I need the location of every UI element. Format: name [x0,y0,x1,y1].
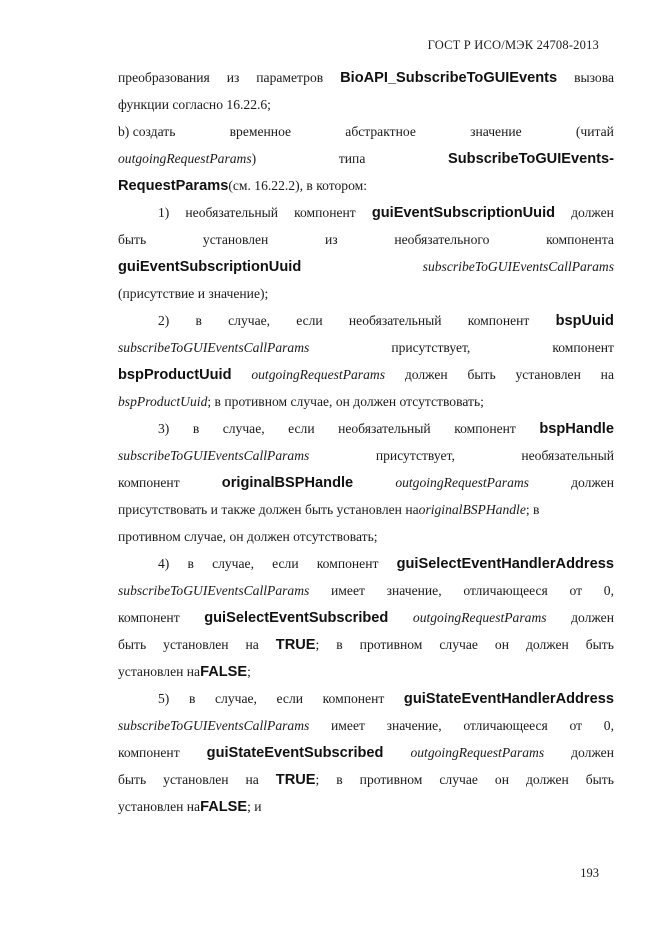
text-line [118,739,614,766]
fragment-text: необязательный [338,421,431,436]
fragment-text: необязательный [521,448,614,463]
text-line [118,226,614,253]
text-line [118,307,614,334]
text-fragment [118,631,146,658]
fragment-text: ; в [525,502,540,517]
fragment-text: subscribeToGUIEventsCallParams [118,448,310,463]
text-fragment [118,91,271,118]
fragment-text: параметров [256,70,324,85]
text-fragment [193,415,199,442]
text-fragment [196,307,202,334]
text-fragment [391,334,470,361]
fragment-text: установлен [202,232,269,247]
text-fragment [571,604,614,631]
text-fragment [576,118,614,145]
fragment-text: guiEventSubscriptionUuid [118,259,302,275]
text-fragment [360,766,423,793]
text-fragment [118,739,180,766]
fragment-suffix: ; [315,637,320,652]
fragment-text: отличающееся [463,583,548,598]
fragment-text: компонент [322,691,385,706]
text-fragment [277,685,303,712]
text-fragment [526,631,569,658]
fragment-text: в [192,421,200,436]
text-fragment [439,631,478,658]
fragment-text: на [600,367,614,382]
fragment-text: установлен [163,772,229,787]
italic-term [118,577,309,604]
text-fragment [463,577,547,604]
fragment-text: из [324,232,338,247]
fragment-text: в [188,691,196,706]
text-line [118,496,614,523]
fragment-text: противном случае, он должен отсутствовать; [118,529,378,544]
fragment-text: FALSE [200,664,248,680]
identifier-term [397,550,614,578]
fragment-text: случае, [228,313,271,328]
text-line [118,334,614,361]
fragment-text: в [336,772,343,787]
fragment-text: имеет [331,718,365,733]
fragment-text: guiStateEventHandlerAddress [403,691,614,707]
fragment-text: значение, [386,583,442,598]
text-line [118,442,614,469]
fragment-text: 4) [158,556,170,571]
identifier-term [539,415,614,443]
fragment-text: отличающееся [463,718,548,733]
fragment-text: быть [118,637,147,652]
text-fragment [212,550,254,577]
text-fragment [158,199,169,226]
text-fragment [604,577,614,604]
italic-term [410,739,544,766]
italic-term [251,361,385,388]
identifier-term [118,253,301,281]
text-fragment [118,604,180,631]
fragment-text: случае [439,637,478,652]
text-fragment [331,577,365,604]
fragment-text: присутствует, [391,340,471,355]
fragment-text: BioAPI_SubscribeToGUIEvents [340,70,558,86]
text-line [118,361,614,388]
fragment-text: противном [359,772,423,787]
text-fragment [118,118,175,145]
fragment-text: subscribeToGUIEventsCallParams [118,718,310,733]
fragment-text: необязательный [348,313,442,328]
fragment-text: случае, [215,691,257,706]
fragment-text: установлен [163,637,229,652]
text-fragment [339,145,366,172]
fragment-text: от [569,583,583,598]
fragment-text: функции согласно 16.22.6; [118,97,271,112]
fragment-text: TRUE [275,772,316,788]
fragment-text: должен [404,367,448,382]
fragment-text: SubscribeToGUIEvents- [448,151,614,167]
fragment-text: быть [118,232,147,247]
text-fragment [571,739,614,766]
text-fragment [185,199,278,226]
text-fragment [118,793,200,820]
fragment-text: subscribeToGUIEventsCallParams [422,259,614,274]
text-line [118,712,614,739]
fragment-text: от [569,718,583,733]
text-fragment [439,766,478,793]
italic-term [118,145,256,172]
text-fragment [187,550,193,577]
fragment-suffix: ) [251,151,257,166]
text-fragment [586,766,614,793]
text-line [118,604,614,631]
fragment-text: (читай [575,124,614,139]
page-number: 193 [580,866,599,880]
identifier-term [556,307,614,335]
identifier-term [404,685,614,713]
fragment-text: присутствует, [375,448,455,463]
text-fragment [601,361,614,388]
fragment-text: subscribeToGUIEventsCallParams [118,583,310,598]
fragment-text: outgoingRequestParams [395,475,529,490]
text-line [118,658,614,685]
fragment-text: 5) [158,691,170,706]
fragment-text: компонент [316,556,379,571]
text-fragment [394,226,489,253]
fragment-text: должен [571,745,614,760]
document-body [118,64,614,820]
italic-term [419,496,526,523]
fragment-text: присутствовать и также должен быть установлен на [118,502,419,517]
text-fragment [325,226,338,253]
fragment-text: компонент [118,745,180,760]
fragment-text: на [245,637,259,652]
fragment-suffix: ; [315,772,320,787]
text-fragment [118,469,180,496]
text-fragment [336,631,342,658]
identifier-term [276,631,320,659]
text-fragment [349,307,442,334]
fragment-text: если [276,691,304,706]
text-fragment [571,199,614,226]
fragment-text: абстрактное [345,124,416,139]
italic-term [118,334,309,361]
fragment-text: 2) [158,313,170,328]
fragment-text: типа [338,151,366,166]
text-fragment [158,550,169,577]
fragment-text: необязательного [394,232,490,247]
text-fragment [272,550,298,577]
fragment-text: (см. 16.22.2), в котором: [228,178,368,193]
italic-term [395,469,529,496]
fragment-text: bspProductUuid [118,367,232,383]
fragment-text: должен [525,637,569,652]
fragment-text: outgoingRequestParams [251,367,385,382]
fragment-text: случае [439,772,478,787]
fragment-text: 1) [158,205,170,220]
fragment-text: bspHandle [539,421,614,437]
text-fragment [405,361,448,388]
text-line [118,685,614,712]
text-fragment [387,577,442,604]
text-fragment [463,712,547,739]
fragment-text: компонент [454,421,516,436]
text-fragment [118,523,378,550]
italic-term [118,712,309,739]
fragment-text: имеет [331,583,365,598]
fragment-text: в [195,313,202,328]
fragment-text: originalBSPHandle [418,502,526,517]
text-line [118,631,614,658]
fragment-text: guiStateEventSubscribed [206,745,384,761]
fragment-text: guiEventSubscriptionUuid [371,205,556,221]
text-fragment [546,226,614,253]
text-line [118,550,614,577]
text-fragment [495,766,509,793]
text-fragment [158,685,169,712]
fragment-text: RequestParams [118,178,229,194]
text-fragment [526,496,540,523]
identifier-term [222,469,353,497]
text-fragment [574,64,614,91]
text-fragment [227,64,240,91]
text-fragment [118,496,419,523]
document-header: ГОСТ Р ИСО/МЭК 24708-2013 [427,38,599,52]
fragment-text: он [494,637,509,652]
fragment-text: b) создать [118,124,176,139]
fragment-text: должен [525,772,569,787]
text-fragment [246,631,259,658]
text-line [118,280,614,307]
identifier-term [448,145,614,173]
text-fragment [360,631,423,658]
text-fragment [118,64,210,91]
fragment-text: быть [467,367,496,382]
text-fragment [118,226,146,253]
fragment-text: 0, [603,718,614,733]
identifier-term [276,766,320,794]
identifier-term [200,793,247,821]
text-line [118,172,614,199]
fragment-text: bspUuid [555,313,614,329]
text-fragment [570,712,583,739]
identifier-term [340,64,557,92]
identifier-term [118,361,232,389]
text-fragment [158,415,169,442]
identifier-term [372,199,555,227]
fragment-text: FALSE [200,799,248,815]
fragment-text: случае, [212,556,254,571]
text-line [118,64,614,91]
text-fragment [571,469,614,496]
text-fragment [495,631,509,658]
fragment-text: значение, [386,718,442,733]
fragment-text: он [494,772,509,787]
text-fragment [552,334,614,361]
text-fragment [118,766,146,793]
fragment-text: если [288,421,315,436]
text-fragment [323,685,385,712]
text-fragment [336,766,342,793]
fragment-text: в [187,556,194,571]
identifier-term [204,604,388,632]
identifier-term [207,739,384,767]
fragment-text: должен [571,205,614,220]
text-line [118,766,614,793]
fragment-text: компонент [467,313,530,328]
fragment-text: ; [247,664,251,679]
fragment-text: outgoingRequestParams [118,151,252,166]
text-line [118,91,614,118]
fragment-text: установлен на [118,664,201,679]
fragment-text: должен [571,610,614,625]
fragment-text: bspProductUuid [118,394,208,409]
text-fragment [228,172,367,199]
text-fragment [526,766,569,793]
fragment-text: временное [229,124,292,139]
fragment-text: преобразования [118,70,210,85]
identifier-term [118,172,228,200]
fragment-text: должен [571,475,614,490]
italic-term [118,442,309,469]
fragment-text: ; и [247,799,262,814]
text-fragment [288,415,314,442]
text-line [118,577,614,604]
text-line [118,415,614,442]
text-fragment [118,280,268,307]
text-fragment [387,712,442,739]
text-fragment [158,307,169,334]
text-fragment [163,631,228,658]
text-fragment [207,388,484,415]
fragment-text: subscribeToGUIEventsCallParams [118,340,310,355]
text-fragment [317,550,379,577]
text-line [118,145,614,172]
fragment-text: значение [470,124,522,139]
text-fragment [515,361,580,388]
text-fragment [247,793,261,820]
text-fragment [228,307,270,334]
text-line [118,199,614,226]
text-line [118,469,614,496]
text-line [118,253,614,280]
text-fragment [296,307,322,334]
fragment-text: случае, [222,421,265,436]
text-fragment [246,766,259,793]
text-fragment [247,658,251,685]
fragment-text: 0, [603,583,614,598]
text-line [118,793,614,820]
text-fragment [470,118,522,145]
fragment-text: originalBSPHandle [221,475,354,491]
text-fragment [163,766,228,793]
text-line [118,388,614,415]
fragment-text: необязательный [185,205,279,220]
text-fragment [118,658,200,685]
fragment-text: TRUE [275,637,316,653]
text-fragment [454,415,516,442]
text-fragment [376,442,455,469]
fragment-text: на [245,772,259,787]
fragment-text: вызова [574,70,614,85]
fragment-text: outgoingRequestParams [412,610,547,625]
text-line [118,523,614,550]
fragment-text: guiSelectEventHandlerAddress [396,556,614,572]
text-fragment [203,226,268,253]
text-fragment [586,631,614,658]
text-fragment [345,118,416,145]
fragment-text: компонент [294,205,356,220]
text-fragment [230,118,291,145]
fragment-text: компонент [118,475,180,490]
text-fragment [467,361,495,388]
text-fragment [215,685,257,712]
fragment-text: быть [585,772,614,787]
fragment-text: ; в противном случае, он должен отсутствовать; [207,394,484,409]
fragment-text: быть [118,772,147,787]
text-line [118,118,614,145]
fragment-text: быть [585,637,614,652]
fragment-text: компонента [546,232,614,247]
fragment-text: противном [359,637,423,652]
fragment-text: компонент [552,340,614,355]
text-fragment [223,415,265,442]
text-fragment [331,712,365,739]
fragment-text: если [272,556,299,571]
identifier-term [200,658,247,686]
text-fragment [189,685,195,712]
fragment-text: установлен на [118,799,201,814]
text-fragment [604,712,614,739]
fragment-text: guiSelectEventSubscribed [204,610,389,626]
text-fragment [294,199,356,226]
fragment-text: компонент [118,610,180,625]
italic-term [423,253,614,280]
text-fragment [338,415,431,442]
text-fragment [468,307,530,334]
fragment-text: установлен [515,367,581,382]
fragment-text: если [296,313,323,328]
fragment-text: в [336,637,343,652]
fragment-text: из [226,70,240,85]
text-fragment [521,442,614,469]
fragment-text: outgoingRequestParams [410,745,545,760]
fragment-text: (присутствие и значение); [118,286,269,301]
text-fragment [570,577,583,604]
text-fragment [256,64,323,91]
italic-term [413,604,547,631]
italic-term [118,388,207,415]
fragment-text: 3) [158,421,170,436]
